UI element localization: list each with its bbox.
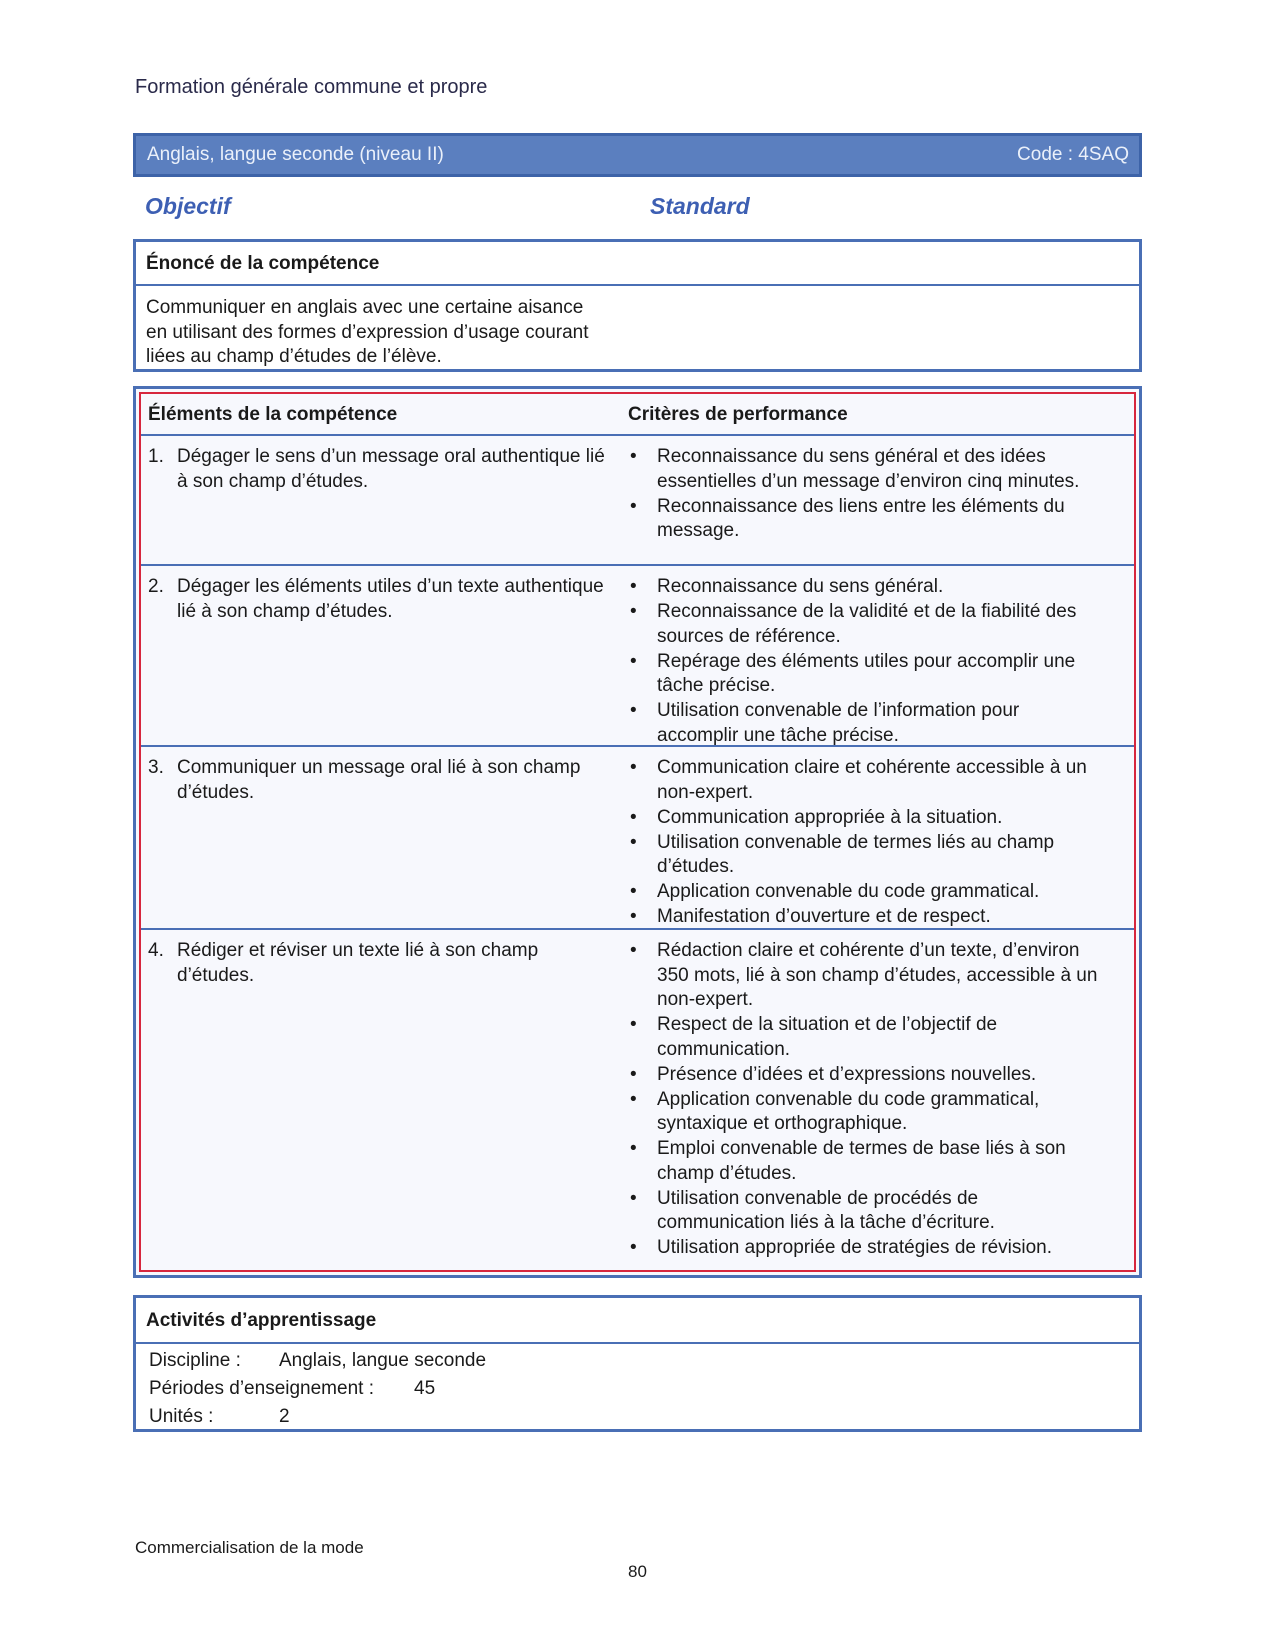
bullet-icon: • [630,446,637,467]
element-text: Communiquer un message oral lié à son champ d’études. [177,757,581,803]
bullet-icon: • [630,650,637,672]
page-number: 80 [628,1562,647,1581]
criteria-text: Communication appropriée à la situation. [657,806,1003,828]
criteria-text: Application convenable du code grammatical, syntaxique et orthographique. [657,1088,1040,1134]
running-header: Formation générale commune et propre [135,76,488,98]
activities-heading: Activités d’apprentissage [136,1298,1139,1344]
criteria-text: Utilisation convenable de procédés de communication liés à la tâche d’écriture. [657,1187,995,1233]
criteria-item [628,1088,1103,1137]
criteria-item [628,1063,1103,1088]
periods-label: Périodes d’enseignement : [149,1378,374,1399]
bullet-icon: • [630,601,637,622]
criteria-text: Reconnaissance des liens entre les éléments du message. [657,495,1065,541]
element-cell [148,445,618,494]
criteria-item [628,1187,1103,1236]
bullet-icon: • [630,906,637,927]
element-cell [148,756,618,805]
criteria-item [628,445,1103,494]
bullet-icon: • [630,1088,637,1110]
activities-box [133,1295,1142,1432]
competence-line: en utilisant des formes d’expression d’usage courant [146,321,589,343]
competence-line: liées au champ d’études de l’élève. [146,346,442,367]
elements-table [133,386,1142,1278]
criteria-item [628,880,1103,905]
criteria-text: Présence d’idées et d’expressions nouvelles. [657,1063,1037,1085]
elements-table-inner [139,392,1136,1272]
bullet-icon: • [630,1138,637,1159]
periods-value: 45 [414,1378,436,1399]
bullet-icon: • [630,576,637,597]
criteria-list [628,939,1103,1261]
element-number: 3. [148,757,164,778]
bullet-icon: • [630,757,637,778]
criteria-item [628,650,1103,699]
criteria-list [628,445,1103,544]
criteria-item [628,756,1103,805]
units-value: 2 [279,1406,290,1427]
criteria-text: Communication claire et cohérente accessible à un non-expert. [657,757,1087,803]
criteria-text: Application convenable du code grammatical. [657,881,1040,902]
criteria-item [628,1137,1103,1186]
objective-heading: Objectif [145,193,231,219]
course-code: Code : 4SAQ [1017,144,1129,165]
discipline-label: Discipline : [149,1350,241,1371]
criteria-item [628,806,1103,831]
units-line [149,1406,290,1428]
criteria-list [628,756,1103,930]
table-row [141,436,1134,566]
element-text: Dégager les éléments utiles d’un texte authentique lié à son champ d’études. [177,576,604,622]
element-text: Dégager le sens d’un message oral authentique lié à son champ d’études. [177,446,605,492]
criteria-item [628,1236,1103,1261]
criteria-text: Respect de la situation et de l’objectif de communication. [657,1014,998,1060]
elements-heading: Éléments de la compétence [148,404,398,425]
element-cell [148,939,618,988]
elements-table-header [141,394,1134,436]
element-number: 1. [148,446,164,467]
course-title: Anglais, langue seconde (niveau II) [147,144,444,165]
table-row [141,747,1134,930]
competence-statement [136,286,1139,380]
element-number: 4. [148,940,164,961]
discipline-line [149,1350,487,1372]
criteria-list [628,575,1103,749]
criteria-text: Utilisation convenable de l’information pour accomplir une tâche précise. [657,700,1020,746]
bullet-icon: • [630,1014,637,1035]
criteria-item [628,831,1103,880]
bullet-icon: • [630,1187,637,1209]
competence-line: Communiquer en anglais avec une certaine aisance [146,297,584,318]
criteria-text: Reconnaissance du sens général. [657,576,944,597]
bullet-icon: • [630,700,637,721]
discipline-value: Anglais, langue seconde [279,1350,487,1371]
competence-heading: Énoncé de la compétence [136,242,1139,286]
criteria-item [628,600,1103,649]
criteria-text: Utilisation convenable de termes liés au champ d’études. [657,831,1055,877]
bullet-icon: • [630,806,637,828]
criteria-item [628,575,1103,600]
criteria-text: Manifestation d’ouverture et de respect. [657,906,991,927]
criteria-item [628,939,1103,1013]
element-cell [148,575,618,624]
bullet-icon: • [630,881,637,902]
table-row [141,930,1134,1260]
criteria-text: Repérage des éléments utiles pour accomplir une tâche précise. [657,650,1076,696]
criteria-item [628,495,1103,544]
bullet-icon: • [630,940,637,961]
criteria-text: Reconnaissance du sens général et des idées essentielles d’un message d’environ cinq minutes. [657,446,1080,492]
table-row [141,566,1134,747]
element-number: 2. [148,576,164,597]
criteria-item [628,1013,1103,1062]
criteria-text: Utilisation appropriée de stratégies de révision. [657,1237,1052,1258]
footer-program: Commercialisation de la mode [135,1538,364,1557]
bullet-icon: • [630,495,637,517]
bullet-icon: • [630,1063,637,1085]
standard-heading: Standard [650,193,750,219]
competence-box [133,239,1142,372]
units-label: Unités : [149,1406,214,1427]
element-text: Rédiger et réviser un texte lié à son champ d’études. [177,940,539,986]
column-headings [145,193,1045,219]
bullet-icon: • [630,1237,637,1258]
criteria-item [628,699,1103,748]
periods-line [149,1378,436,1400]
bullet-icon: • [630,831,637,853]
criteria-heading: Critères de performance [628,404,848,425]
criteria-text: Reconnaissance de la validité et de la fiabilité des sources de référence. [657,601,1077,647]
criteria-item [628,905,1103,930]
course-title-bar [133,133,1142,177]
criteria-text: Emploi convenable de termes de base liés à son champ d’études. [657,1138,1066,1184]
criteria-text: Rédaction claire et cohérente d’un texte, d’environ 350 mots, lié à son champ d’études, accessible à un non-expert. [657,940,1098,1010]
